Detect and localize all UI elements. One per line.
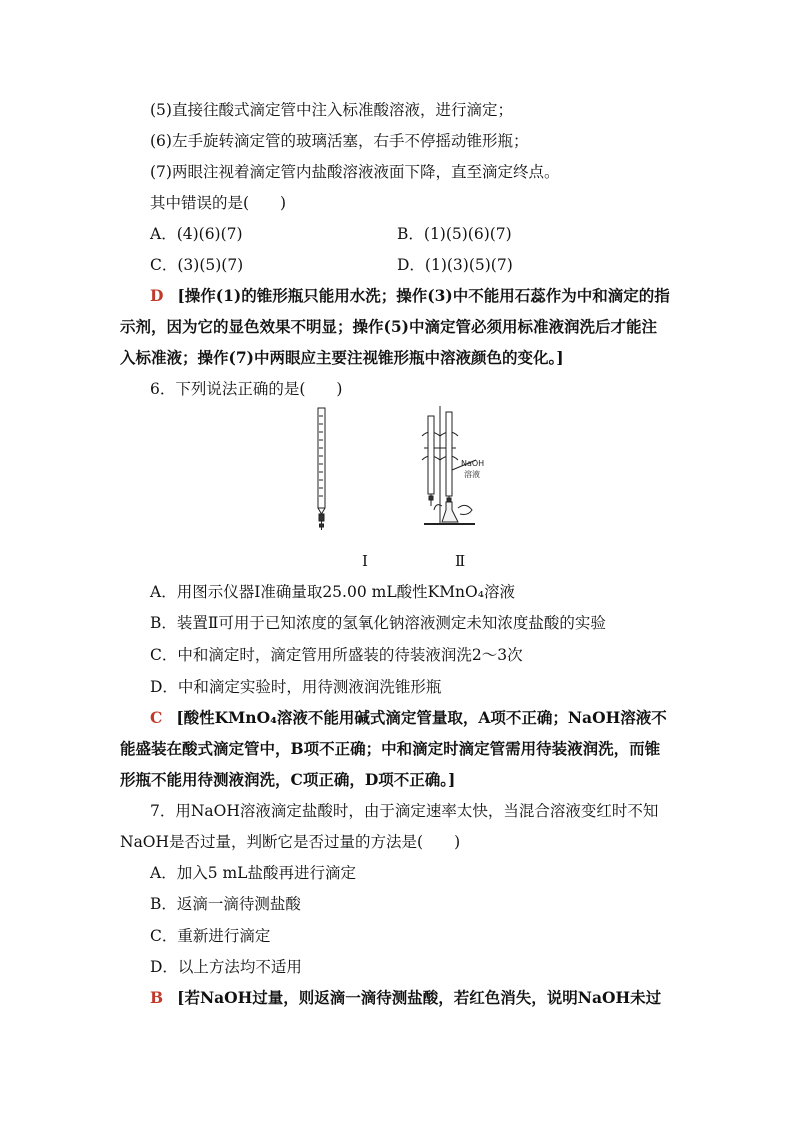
- q5-answer-letter: D: [150, 286, 164, 305]
- q6-explanation-1: [酸性KMnO₄溶液不能用碱式滴定管量取，A项不正确；NaOH溶液不: [176, 708, 667, 727]
- statement-5: (5)直接往酸式滴定管中注入标准酸溶液，进行滴定；: [150, 101, 513, 119]
- q6-option-b: B．装置Ⅱ可用于已知浓度的氢氧化钠溶液测定未知浓度盐酸的实验: [150, 614, 606, 632]
- statement-6: (6)左手旋转滴定管的玻璃活塞，右手不停摇动锥形瓶；: [150, 132, 529, 150]
- naoh-label: NaOH: [461, 459, 485, 468]
- q7-option-a: A．加入5 mL盐酸再进行滴定: [150, 864, 356, 882]
- q5-option-a: A．(4)(6)(7): [150, 225, 243, 243]
- q5-option-d: D．(1)(3)(5)(7): [397, 256, 513, 274]
- burette-i: [318, 408, 325, 530]
- q7-answer-letter: B: [150, 988, 164, 1007]
- q6-answer-line-1: [0, 706, 794, 730]
- titration-apparatus-illustration: [300, 402, 500, 552]
- q7-option-c: C．重新进行滴定: [150, 927, 271, 945]
- q6-option-c: C．中和滴定时，滴定管用所盛装的待装液润洗2～3次: [150, 646, 523, 664]
- q5-explanation-1: [操作(1)的锥形瓶只能用水洗；操作(3)中不能用石蕊作为中和滴定的指: [177, 286, 670, 305]
- figure-label-i: Ⅰ: [362, 552, 368, 570]
- q5-answer-line-1: [0, 284, 794, 308]
- q6-explanation-2: 能盛装在酸式滴定管中，B项不正确；中和滴定时滴定管需用待装液润洗，而锥: [120, 739, 661, 758]
- statement-7: (7)两眼注视着滴定管内盐酸溶液液面下降，直至滴定终点。: [150, 163, 560, 181]
- question-7-stem-1: 7．用NaOH溶液滴定盐酸时，由于滴定速率太快，当混合溶液变红时不知: [150, 802, 659, 820]
- q7-explanation-1: [若NaOH过量，则返滴一滴待测盐酸，若红色消失，说明NaOH未过: [177, 988, 662, 1007]
- q7-option-d: D．以上方法均不适用: [150, 958, 302, 976]
- q6-explanation-3: 形瓶不能用待测液润洗，C项正确，D项不正确。]: [120, 770, 456, 789]
- q6-option-a: A．用图示仪器Ⅰ准确量取25.00 mL酸性KMnO₄溶液: [150, 583, 515, 601]
- q5-explanation-2: 示剂，因为它的显色效果不明显；操作(5)中滴定管必须用标准液润洗后才能注: [120, 317, 657, 336]
- titration-figure: [300, 402, 500, 572]
- naoh-solution-label: 溶液: [464, 470, 480, 479]
- q7-answer-line-1: [0, 986, 794, 1010]
- q5-option-b: B．(1)(5)(6)(7): [397, 225, 512, 243]
- question-5-stem: 其中错误的是( ): [150, 194, 287, 212]
- q5-explanation-3: 入标准液；操作(7)中两眼应主要注视锥形瓶中溶液颜色的变化。]: [120, 348, 564, 367]
- q5-option-c: C．(3)(5)(7): [150, 256, 244, 274]
- figure-label-ii: Ⅱ: [455, 552, 466, 570]
- q7-option-b: B．返滴一滴待测盐酸: [150, 895, 301, 913]
- q6-option-d: D．中和滴定实验时，用待测液润洗锥形瓶: [150, 678, 442, 696]
- question-7-stem-2: NaOH是否过量，判断它是否过量的方法是( ): [120, 833, 461, 851]
- question-6-stem: 6．下列说法正确的是( ): [150, 380, 343, 398]
- q6-answer-letter: C: [150, 708, 163, 727]
